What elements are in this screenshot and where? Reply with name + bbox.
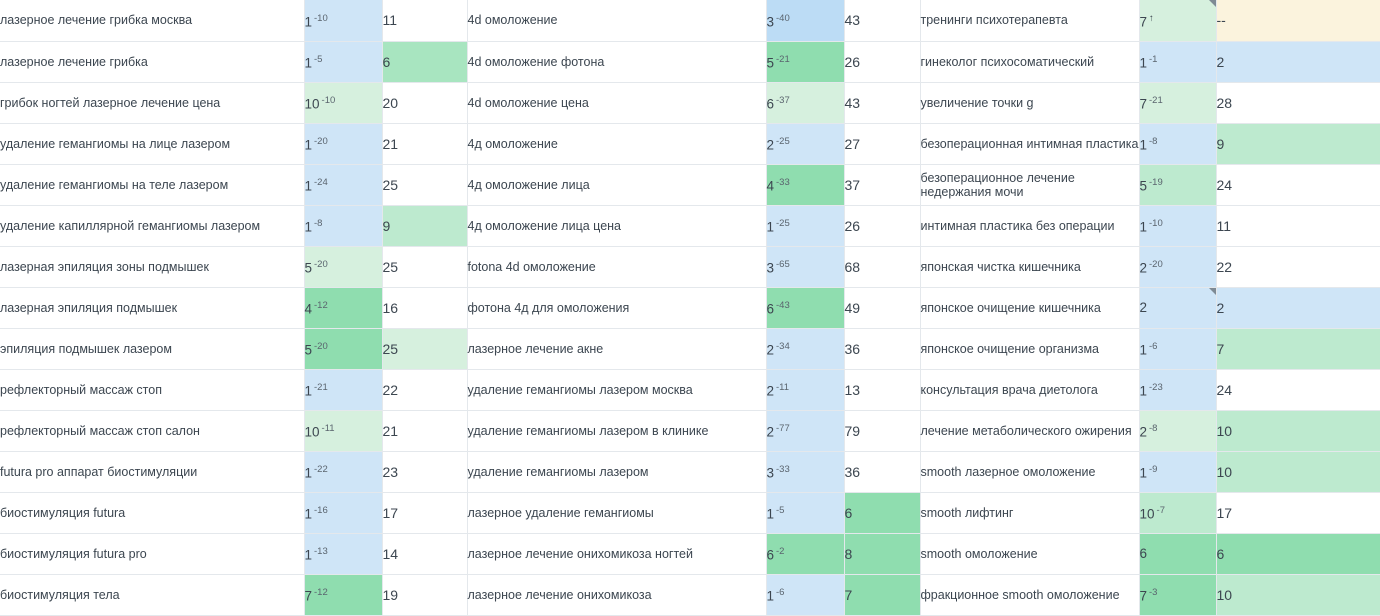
position-value: 5	[766, 55, 775, 71]
position-delta: -12	[314, 586, 328, 598]
keyword-cell[interactable]: удаление капиллярной гемангиомы лазером	[0, 205, 304, 246]
keyword-cell[interactable]: удаление гемангиомы лазером в клинике	[467, 410, 766, 451]
keyword-cell[interactable]: увеличение точки g	[920, 82, 1139, 123]
keyword-cell[interactable]: японское очищение кишечника	[920, 287, 1139, 328]
position-delta: -2	[776, 545, 785, 557]
table-row	[0, 123, 1380, 164]
volume-cell: 9	[1216, 123, 1380, 164]
position-delta: -33	[776, 463, 790, 475]
keyword-cell[interactable]: японская чистка кишечника	[920, 246, 1139, 287]
position-value: 2	[1139, 424, 1148, 440]
position-cell	[304, 123, 382, 164]
position-cell	[766, 369, 844, 410]
volume-cell: 21	[382, 410, 467, 451]
position-cell	[304, 492, 382, 533]
position-cell	[766, 123, 844, 164]
position-cell	[304, 410, 382, 451]
position-value: 10	[1139, 506, 1155, 522]
keyword-cell[interactable]: интимная пластика без операции	[920, 205, 1139, 246]
volume-cell: 36	[844, 451, 920, 492]
volume-cell: 14	[382, 533, 467, 574]
position-value: 4	[304, 301, 313, 317]
position-delta: -10	[1149, 217, 1163, 229]
position-delta: -77	[776, 422, 790, 434]
position-value: 1	[304, 219, 313, 235]
position-delta: -19	[1149, 176, 1163, 188]
position-cell	[304, 246, 382, 287]
position-delta: -34	[776, 340, 790, 352]
position-value: 7	[1139, 96, 1148, 112]
position-delta: -25	[776, 135, 790, 147]
volume-cell: 2	[1216, 41, 1380, 82]
keyword-cell[interactable]: 4d омоложение	[467, 0, 766, 41]
position-delta: -8	[314, 217, 323, 229]
position-delta: -40	[776, 12, 790, 24]
position-value: 1	[1139, 55, 1148, 71]
position-value: 6	[766, 301, 775, 317]
position-cell	[766, 164, 844, 205]
keyword-cell[interactable]: консультация врача диетолога	[920, 369, 1139, 410]
position-value: 7	[1139, 14, 1148, 29]
volume-cell: 27	[844, 123, 920, 164]
position-delta: -13	[314, 545, 328, 557]
position-value: 3	[766, 465, 775, 481]
volume-cell: 8	[844, 533, 920, 574]
position-value: 1	[1139, 383, 1148, 399]
keyword-cell[interactable]: лазерное лечение грибка	[0, 41, 304, 82]
keyword-cell[interactable]: smooth лазерное омоложение	[920, 451, 1139, 492]
keyword-cell[interactable]: удаление гемангиомы на теле лазером	[0, 164, 304, 205]
table-row	[0, 287, 1380, 328]
volume-cell: 6	[1216, 533, 1380, 574]
volume-cell: 17	[382, 492, 467, 533]
keyword-cell[interactable]: тренинги психотерапевта	[920, 0, 1139, 41]
volume-cell: 21	[382, 123, 467, 164]
position-cell	[304, 533, 382, 574]
keyword-cell[interactable]: удаление гемангиомы лазером	[467, 451, 766, 492]
position-cell	[1139, 82, 1216, 123]
table-row	[0, 328, 1380, 369]
position-delta: -6	[1149, 340, 1158, 352]
table-row	[0, 451, 1380, 492]
position-cell	[766, 0, 844, 41]
volume-cell: 68	[844, 246, 920, 287]
position-value: 4	[766, 178, 775, 194]
volume-cell: 36	[844, 328, 920, 369]
position-value: 5	[304, 342, 313, 358]
keyword-cell[interactable]: грибок ногтей лазерное лечение цена	[0, 82, 304, 123]
volume-cell: 26	[844, 41, 920, 82]
keyword-cell[interactable]: безоперационное лечение недержания мочи	[920, 164, 1139, 205]
position-cell	[766, 533, 844, 574]
position-cell	[1139, 410, 1216, 451]
keyword-cell[interactable]: futura pro аппарат биостимуляции	[0, 451, 304, 492]
position-cell	[304, 369, 382, 410]
position-cell	[1139, 369, 1216, 410]
position-value: 2	[766, 424, 775, 440]
position-cell	[766, 246, 844, 287]
volume-cell: 37	[844, 164, 920, 205]
volume-cell: 10	[1216, 574, 1380, 615]
position-delta: -9	[1149, 463, 1158, 475]
volume-cell: 43	[844, 0, 920, 41]
keyword-cell[interactable]: лечение метаболического ожирения	[920, 410, 1139, 451]
table-row	[0, 492, 1380, 533]
position-delta: -25	[776, 217, 790, 229]
position-cell	[304, 328, 382, 369]
position-value: 6	[1139, 545, 1148, 561]
position-cell	[1139, 287, 1216, 328]
position-cell	[304, 82, 382, 123]
position-delta: -24	[314, 176, 328, 188]
position-value: 1	[1139, 137, 1148, 153]
position-delta: -11	[776, 381, 790, 393]
position-delta: -5	[314, 53, 323, 65]
position-cell	[1139, 123, 1216, 164]
position-value: 1	[304, 55, 313, 71]
volume-cell: 20	[382, 82, 467, 123]
keyword-cell[interactable]: удаление гемангиомы на лице лазером	[0, 123, 304, 164]
keyword-cell[interactable]: лазерное лечение онихомикоза ногтей	[467, 533, 766, 574]
position-value: 2	[766, 137, 775, 153]
volume-cell: 17	[1216, 492, 1380, 533]
position-value: 1	[766, 219, 775, 235]
position-value: 1	[304, 178, 313, 194]
position-delta: -3	[1149, 586, 1158, 598]
keyword-cell[interactable]: 4д омоложение лица цена	[467, 205, 766, 246]
keyword-cell[interactable]: smooth лифтинг	[920, 492, 1139, 533]
volume-cell: 22	[1216, 246, 1380, 287]
position-cell	[766, 328, 844, 369]
position-cell	[1139, 164, 1216, 205]
volume-cell: --	[1216, 0, 1380, 41]
position-value: 7	[304, 588, 313, 604]
position-value: 6	[766, 547, 775, 563]
position-value: 1	[304, 383, 313, 399]
position-cell	[766, 287, 844, 328]
position-delta: -8	[1149, 135, 1158, 147]
volume-cell: 49	[844, 287, 920, 328]
position-cell	[304, 574, 382, 615]
volume-cell: 25	[382, 246, 467, 287]
position-value: 1	[766, 588, 775, 604]
position-delta: -8	[1149, 422, 1158, 434]
position-cell	[304, 41, 382, 82]
position-delta: -20	[314, 258, 328, 270]
volume-cell: 24	[1216, 369, 1380, 410]
position-delta: -5	[776, 504, 785, 516]
position-delta: -33	[776, 176, 790, 188]
position-value: 5	[304, 260, 313, 276]
position-delta: -11	[321, 422, 335, 434]
keyword-cell[interactable]: лазерное лечение акне	[467, 328, 766, 369]
table-row	[0, 164, 1380, 205]
volume-cell: 25	[382, 328, 467, 369]
volume-cell: 43	[844, 82, 920, 123]
volume-cell: 11	[382, 0, 467, 41]
position-cell	[1139, 0, 1216, 41]
position-cell	[1139, 574, 1216, 615]
position-cell	[766, 41, 844, 82]
position-value: 1	[304, 547, 313, 563]
position-delta: -7	[1156, 504, 1165, 516]
keyword-cell[interactable]: фотона 4д для омоложения	[467, 287, 766, 328]
keyword-cell[interactable]: биостимуляция futura	[0, 492, 304, 533]
table-row	[0, 574, 1380, 615]
volume-cell: 25	[382, 164, 467, 205]
position-value: 1	[1139, 219, 1148, 235]
position-cell	[304, 164, 382, 205]
volume-cell: 26	[844, 205, 920, 246]
position-delta: -12	[314, 299, 328, 311]
position-value: 5	[1139, 178, 1148, 194]
keyword-cell[interactable]: лазерная эпиляция зоны подмышек	[0, 246, 304, 287]
position-value: 7	[1139, 588, 1148, 604]
volume-cell: 23	[382, 451, 467, 492]
position-cell	[304, 287, 382, 328]
keyword-cell[interactable]: 4d омоложение фотона	[467, 41, 766, 82]
volume-cell: 7	[1216, 328, 1380, 369]
position-value: 1	[304, 465, 313, 481]
keyword-cell[interactable]: лазерное удаление гемангиомы	[467, 492, 766, 533]
position-cell	[1139, 328, 1216, 369]
position-delta: -37	[776, 94, 790, 106]
keyword-cell[interactable]: удаление гемангиомы лазером москва	[467, 369, 766, 410]
position-delta: -10	[314, 12, 328, 24]
position-delta: -65	[776, 258, 790, 270]
position-value: 1	[1139, 465, 1148, 481]
keyword-cell[interactable]: лазерная эпиляция подмышек	[0, 287, 304, 328]
position-delta: -10	[321, 94, 336, 106]
table-row	[0, 41, 1380, 82]
volume-cell: 11	[1216, 205, 1380, 246]
keyword-cell[interactable]: лазерное лечение онихомикоза	[467, 574, 766, 615]
position-cell	[1139, 533, 1216, 574]
position-delta: -43	[776, 299, 790, 311]
keyword-cell[interactable]: биостимуляция тела	[0, 574, 304, 615]
position-cell	[766, 205, 844, 246]
keyword-cell[interactable]: эпиляция подмышек лазером	[0, 328, 304, 369]
position-delta: -16	[314, 504, 328, 516]
volume-cell: 6	[844, 492, 920, 533]
volume-cell: 9	[382, 205, 467, 246]
position-value: 3	[766, 14, 775, 29]
volume-cell: 7	[844, 574, 920, 615]
position-delta: -22	[314, 463, 328, 475]
position-cell	[1139, 451, 1216, 492]
position-delta: -21	[314, 381, 328, 393]
position-cell	[1139, 205, 1216, 246]
position-delta: -20	[314, 135, 328, 147]
position-cell	[1139, 246, 1216, 287]
position-delta: -21	[1149, 94, 1163, 106]
position-cell	[766, 82, 844, 123]
position-value: 2	[1139, 299, 1148, 315]
table-row	[0, 410, 1380, 451]
position-value: 1	[304, 506, 313, 522]
position-value: 2	[1139, 260, 1148, 276]
table-row	[0, 205, 1380, 246]
position-delta: -20	[1149, 258, 1163, 270]
keyword-cell[interactable]: 4д омоложение лица	[467, 164, 766, 205]
keyword-cell[interactable]: лазерное лечение грибка москва	[0, 0, 304, 41]
volume-cell: 13	[844, 369, 920, 410]
keyword-cell[interactable]: биостимуляция futura pro	[0, 533, 304, 574]
volume-cell: 10	[1216, 451, 1380, 492]
volume-cell: 24	[1216, 164, 1380, 205]
position-value: 2	[766, 342, 775, 358]
position-value: 2	[766, 383, 775, 399]
position-value: 10	[304, 424, 320, 440]
position-delta: -20	[314, 340, 328, 352]
keyword-cell[interactable]: гинеколог психосоматический	[920, 41, 1139, 82]
position-cell	[304, 451, 382, 492]
position-delta: -1	[1149, 53, 1158, 65]
position-cell	[304, 205, 382, 246]
position-delta: -6	[776, 586, 785, 598]
keyword-cell[interactable]: рефлекторный массаж стоп салон	[0, 410, 304, 451]
position-value: 1	[1139, 342, 1148, 358]
position-cell	[766, 410, 844, 451]
volume-cell: 16	[382, 287, 467, 328]
keyword-cell[interactable]: 4д омоложение	[467, 123, 766, 164]
volume-cell: 28	[1216, 82, 1380, 123]
keyword-cell[interactable]: fotona 4d омоложение	[467, 246, 766, 287]
position-value: 10	[304, 96, 320, 112]
volume-cell: 79	[844, 410, 920, 451]
keyword-cell[interactable]: безоперационная интимная пластика	[920, 123, 1139, 164]
table-row	[0, 82, 1380, 123]
position-value: 6	[766, 96, 775, 112]
position-value: 1	[304, 137, 313, 153]
volume-cell: 10	[1216, 410, 1380, 451]
table-row	[0, 533, 1380, 574]
table-row	[0, 246, 1380, 287]
table-row	[0, 0, 1380, 41]
arrow-up-icon: ↑	[1149, 12, 1154, 24]
position-cell	[304, 0, 382, 41]
position-value: 3	[766, 260, 775, 276]
keyword-cell[interactable]: фракционное smooth омоложение	[920, 574, 1139, 615]
volume-cell: 6	[382, 41, 467, 82]
position-cell	[1139, 492, 1216, 533]
keyword-cell[interactable]: рефлекторный массаж стоп	[0, 369, 304, 410]
position-delta: -23	[1149, 381, 1163, 393]
position-cell	[1139, 41, 1216, 82]
position-value: 1	[304, 14, 313, 29]
position-cell	[766, 574, 844, 615]
volume-cell: 2	[1216, 287, 1380, 328]
keyword-cell[interactable]: японское очищение организма	[920, 328, 1139, 369]
table-row	[0, 369, 1380, 410]
volume-cell: 22	[382, 369, 467, 410]
position-cell	[766, 492, 844, 533]
keyword-cell[interactable]: 4d омоложение цена	[467, 82, 766, 123]
keyword-cell[interactable]: smooth омоложение	[920, 533, 1139, 574]
volume-cell: 19	[382, 574, 467, 615]
position-cell	[766, 451, 844, 492]
position-value: 1	[766, 506, 775, 522]
position-delta: -21	[776, 53, 790, 65]
